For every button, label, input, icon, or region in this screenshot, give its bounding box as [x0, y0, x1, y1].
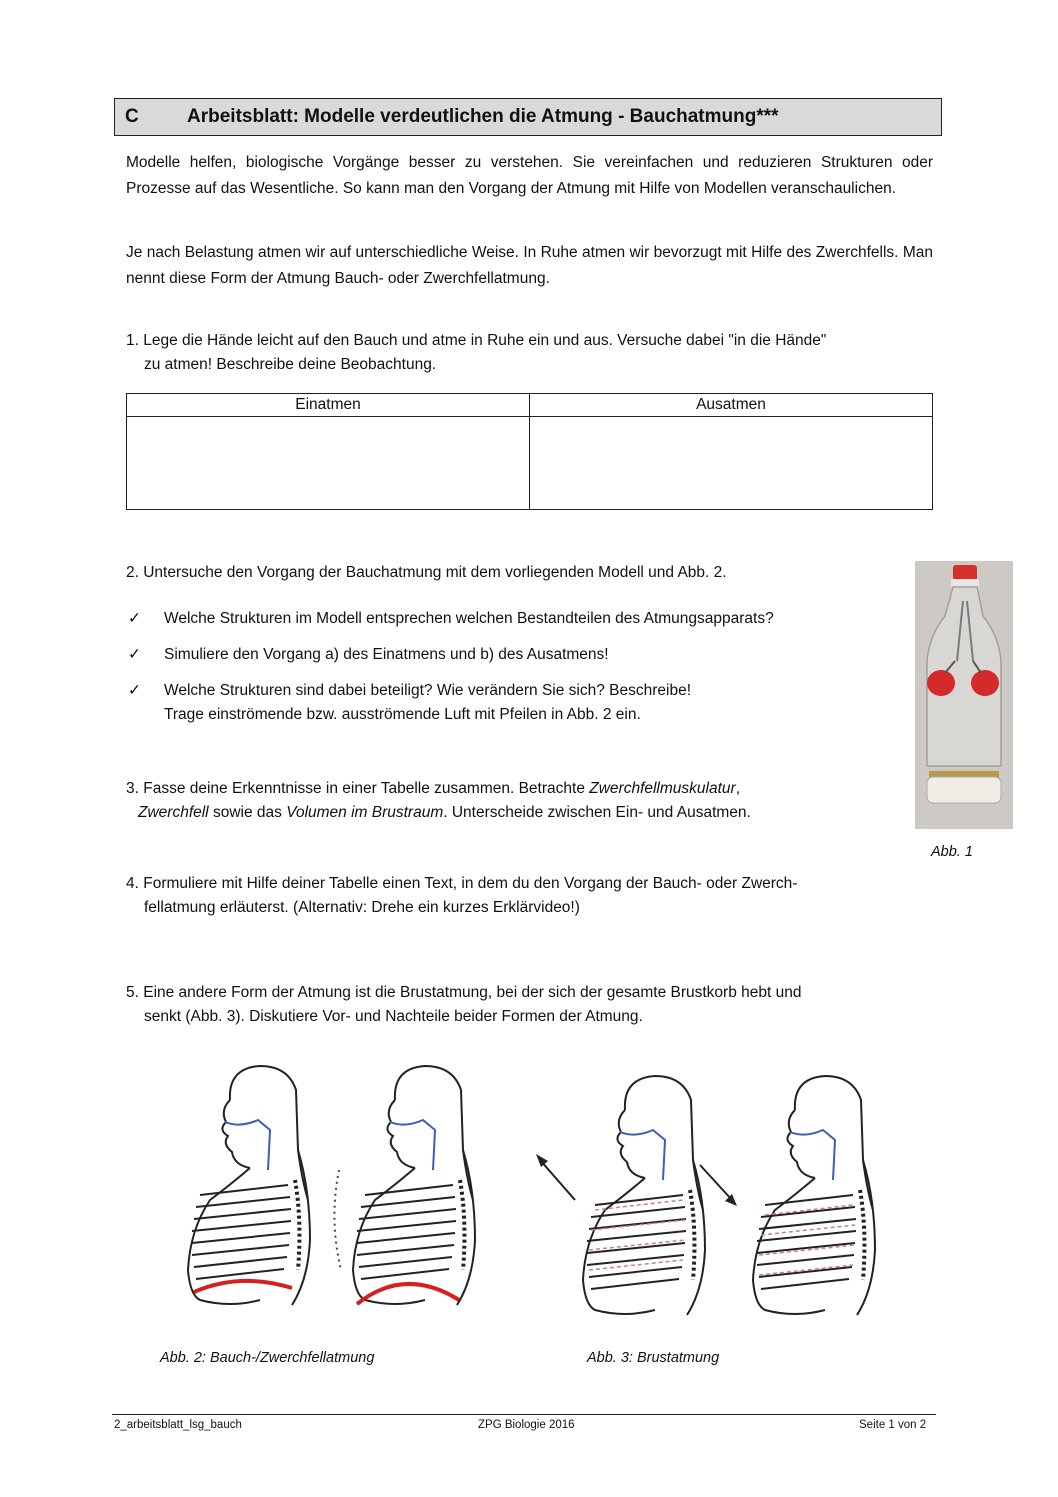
intro-paragraph-1: Modelle helfen, biologische Vorgänge besser zu verstehen. Sie vereinfachen und reduzieren Strukturen oder Prozesse auf das Wesentliche. So kann man den Vorgang der Atmung mit Hilfe von Modellen veranschaulichen. — [126, 154, 933, 197]
abb-2-inhale-figure — [188, 1066, 310, 1305]
checklist-item-2-text: Simuliere den Vorgang a) des Einatmens und b) des Ausatmens! — [164, 646, 609, 663]
arrow-up-icon — [536, 1154, 575, 1200]
task-5-line-1: 5. Eine andere Form der Atmung ist die Brustatmung, bei der sich der gesamte Brustkorb hebt und — [126, 984, 802, 1001]
checklist-item-1 — [128, 607, 774, 631]
task-3-comma: , — [735, 780, 740, 797]
check-icon: ✓ — [128, 610, 141, 627]
task-3-term-volumen: Volumen im Brustraum — [286, 804, 444, 821]
bottle-model-photo — [915, 561, 1013, 829]
task-5-line-2: senkt (Abb. 3). Diskutiere Vor- und Nachteile beider Formen der Atmung. — [144, 1008, 643, 1025]
task-4-line-1: 4. Formuliere mit Hilfe deiner Tabelle einen Text, in dem du den Vorgang der Bauch- oder Zwerch- — [126, 875, 798, 892]
bottle-model-drawing — [915, 561, 1013, 829]
task-3-term-muskulatur: Zwerchfellmuskulatur — [589, 780, 736, 797]
footer-page-number: Seite 1 von 2 — [859, 1419, 927, 1431]
abb-3-inhale-figure — [583, 1076, 705, 1315]
checklist-item-3 — [128, 679, 691, 727]
checklist-item-1-text: Welche Strukturen im Modell entsprechen welchen Bestandteilen des Atmungsapparats? — [164, 610, 774, 627]
breathing-illustrations — [150, 1060, 920, 1340]
task-2-line: 2. Untersuche den Vorgang der Bauchatmung mit dem vorliegenden Modell und Abb. 2. — [126, 564, 727, 581]
checklist-item-3-line-2: Trage einströmende bzw. ausströmende Luft mit Pfeilen in Abb. 2 ein. — [164, 706, 641, 723]
table-cell-einatmen[interactable] — [127, 417, 530, 510]
task-3 — [126, 777, 906, 825]
task-1 — [126, 329, 946, 377]
abb-2-caption: Abb. 2: Bauch-/Zwerchfellatmung — [160, 1350, 375, 1366]
table-header-einatmen: Einatmen — [127, 394, 530, 417]
checklist-item-2 — [128, 643, 609, 667]
abb-3-caption: Abb. 3: Brustatmung — [587, 1350, 720, 1366]
check-icon: ✓ — [128, 646, 141, 663]
task-3-term-zwerchfell: Zwerchfell — [138, 804, 209, 821]
abb-2-exhale-figure — [334, 1066, 475, 1305]
arrow-down-icon — [700, 1165, 737, 1206]
task-3-text-3: . Unterscheide zwischen Ein- und Ausatmen. — [443, 804, 751, 821]
footer-center: ZPG Biologie 2016 — [478, 1419, 575, 1431]
task-1-line-1: 1. Lege die Hände leicht auf den Bauch und atme in Ruhe ein und aus. Versuche dabei "in die Hände" — [126, 332, 827, 349]
task-4 — [126, 872, 946, 920]
task-3-text: 3. Fasse deine Erkenntnisse in einer Tabelle zusammen. Betrachte — [126, 780, 590, 797]
abb-3-exhale-figure — [753, 1076, 875, 1315]
footer-divider — [112, 1414, 936, 1415]
table-header-ausatmen: Ausatmen — [530, 394, 933, 417]
worksheet-title: Arbeitsblatt: Modelle verdeutlichen die Atmung - Bauchatmung*** — [187, 106, 779, 127]
checklist-item-3-text: Welche Strukturen sind dabei beteiligt? Wie verändern Sie sich? Beschreibe! — [164, 682, 691, 699]
table-cell-ausatmen[interactable] — [530, 417, 933, 510]
observation-table — [126, 393, 933, 510]
worksheet-header — [114, 98, 942, 136]
intro-paragraph-2: Je nach Belastung atmen wir auf unterschiedliche Weise. In Ruhe atmen wir bevorzugt mit Hilfe des Zwerchfells. Man nennt diese Form der Atmung Bauch- oder Zwerchfellatmung. — [126, 244, 933, 287]
check-icon: ✓ — [128, 682, 141, 699]
footer-filename: 2_arbeitsblatt_lsg_bauch — [114, 1419, 242, 1431]
task-3-text-2: sowie das — [208, 804, 287, 821]
abb-1-caption: Abb. 1 — [931, 844, 973, 860]
task-5 — [126, 981, 946, 1029]
task-1-line-2: zu atmen! Beschreibe deine Beobachtung. — [144, 356, 437, 373]
section-letter: C — [125, 106, 139, 127]
task-4-line-2: fellatmung erläuterst. (Alternativ: Drehe ein kurzes Erklärvideo!) — [144, 899, 580, 916]
